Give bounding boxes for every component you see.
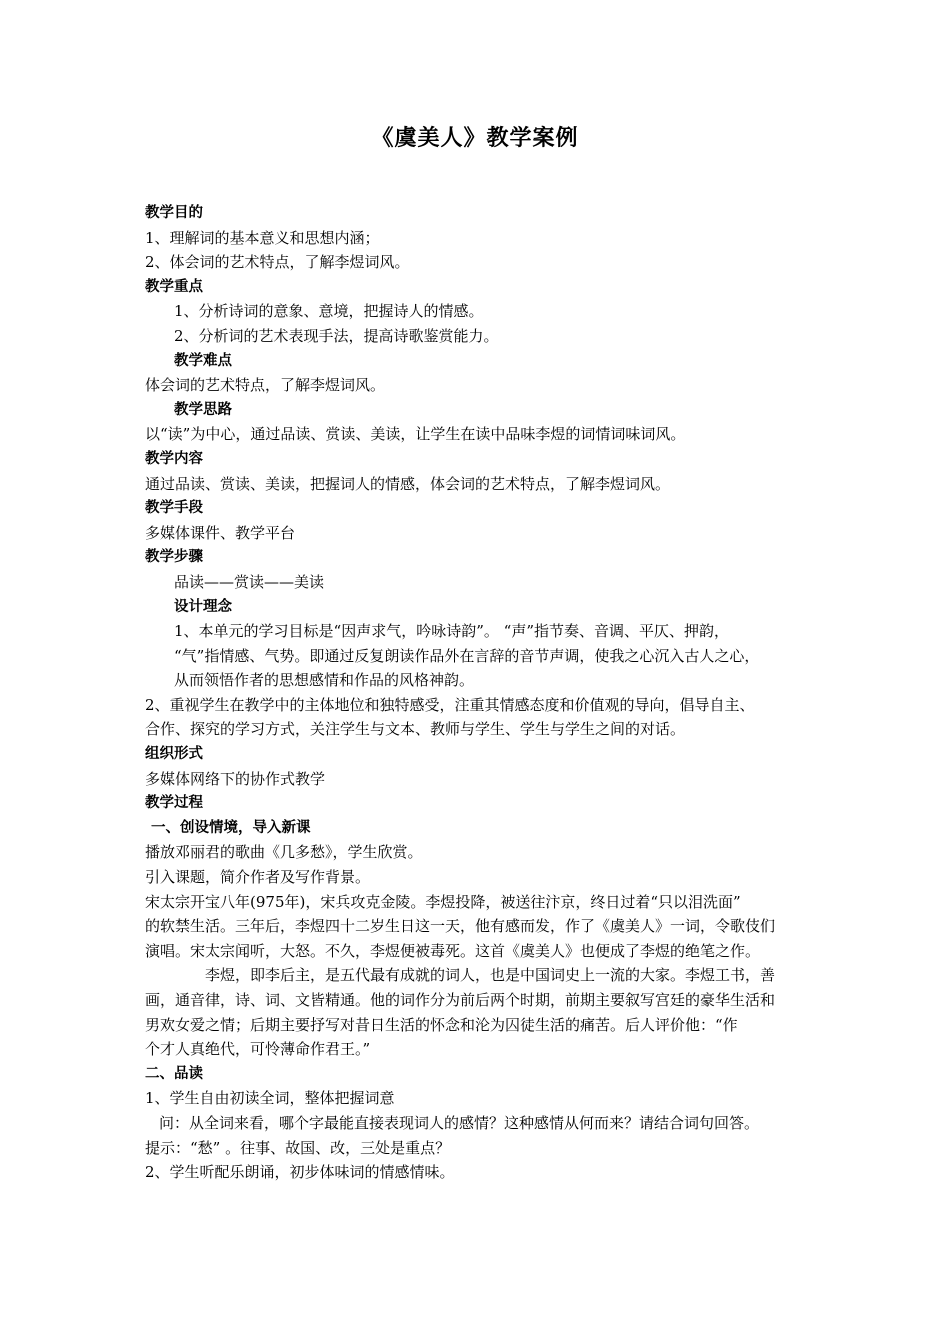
document-body [145, 201, 825, 1185]
text-line: 播放邓丽君的歌曲《几多愁》，学生欣赏。 [145, 843, 423, 862]
text-line: 以“读”为中心，通过品读、赏读、美读，让学生在读中品味李煜的词情词味词风。 [145, 425, 686, 444]
text-line: 画，通音律，诗、词、文皆精通。他的词作分为前后两个时期，前期主要叙写宫廷的豪华生活和 [145, 991, 776, 1009]
text-line: 1、分析诗词的意象、意境，把握诗人的情感。 [174, 302, 484, 321]
text-line: 引入课题，简介作者及写作背景。 [145, 868, 371, 887]
section-heading: 教学步骤 [145, 549, 203, 566]
text-line: 的软禁生活。三年后，李煜四十二岁生日这一天，他有感而发，作了《虞美人》一词，令歌伎们 [145, 917, 776, 936]
text-line: 2、分析词的艺术表现手法，提高诗歌鉴赏能力。 [174, 326, 499, 345]
section-heading: 教学手段 [145, 500, 203, 517]
text-line: 多媒体网络下的协作式教学 [145, 769, 326, 788]
text-line: 个才人真绝代，可怜薄命作君王。” [145, 1040, 371, 1059]
text-line: 男欢女爱之情；后期主要抒写对昔日生活的怀念和沦为囚徒生活的痛苦。后人评价他：“作 [145, 1015, 738, 1034]
section-heading: 一、创设情境，导入新课 [151, 819, 311, 836]
section-heading: 教学难点 [174, 352, 232, 369]
text-line: “气”指情感、气势。即通过反复朗读作品外在言辞的音节声调，使我之心沉入古人之心， [174, 646, 760, 665]
text-line: 1、学生自由初读全词，整体把握词意 [145, 1089, 395, 1108]
text-line: 宋太宗开宝八年(975年)，宋兵攻克金陵。李煜投降，被送往汴京，终日过着“只以泪洗面” [145, 892, 741, 911]
text-line: 1、理解词的基本意义和思想内涵； [145, 228, 380, 247]
text-line: 品读——赏读——美读 [174, 572, 325, 591]
text-line: 2、体会词的艺术特点，了解李煜词风。 [145, 253, 410, 272]
text-line: 1、本单元的学习目标是“因声求气，吟咏诗韵”。 “声”指节奏、音调、平仄、押韵， [174, 622, 729, 641]
text-line: 2、重视学生在教学中的主体地位和独特感受，注重其情感态度和价值观的导向，倡导自主、 [145, 695, 755, 714]
document-title: 《虞美人》教学案例 [371, 126, 579, 151]
section-heading: 教学思路 [174, 401, 232, 418]
text-line: 2、学生听配乐朗诵，初步体味词的情感情味。 [145, 1163, 455, 1182]
section-heading: 二、品读 [145, 1065, 203, 1082]
text-line: 通过品读、赏读、美读，把握词人的情感，体会词的艺术特点，了解李煜词风。 [145, 474, 671, 493]
text-line: 体会词的艺术特点，了解李煜词风。 [145, 376, 386, 395]
text-line: 多媒体课件、教学平台 [145, 523, 296, 542]
section-heading: 教学目的 [145, 205, 203, 221]
section-heading: 教学过程 [145, 795, 203, 812]
section-heading: 组织形式 [145, 746, 203, 763]
text-line: 李煜，即李后主，是五代最有成就的词人，也是中国词史上一流的大家。李煜工书，善 [205, 966, 776, 985]
text-line: 合作、探究的学习方式，关注学生与文本、教师与学生、学生与学生之间的对话。 [145, 720, 686, 739]
text-line: 演唱。宋太宗闻听，大怒。不久，李煜便被毒死。这首《虞美人》也便成了李煜的绝笔之作。 [145, 941, 761, 960]
text-line: 问：从全词来看，哪个字最能直接表现词人的感情？这种感情从何而来？请结合词句回答。 [159, 1113, 760, 1132]
text-line: 从而领悟作者的思想感情和作品的风格神韵。 [174, 671, 475, 690]
section-heading: 设计理念 [174, 598, 232, 615]
section-heading: 教学内容 [145, 450, 203, 467]
section-heading: 教学重点 [145, 278, 203, 295]
text-line: 提示：“愁” 。往事、故国、改，三处是重点？ [145, 1138, 451, 1157]
